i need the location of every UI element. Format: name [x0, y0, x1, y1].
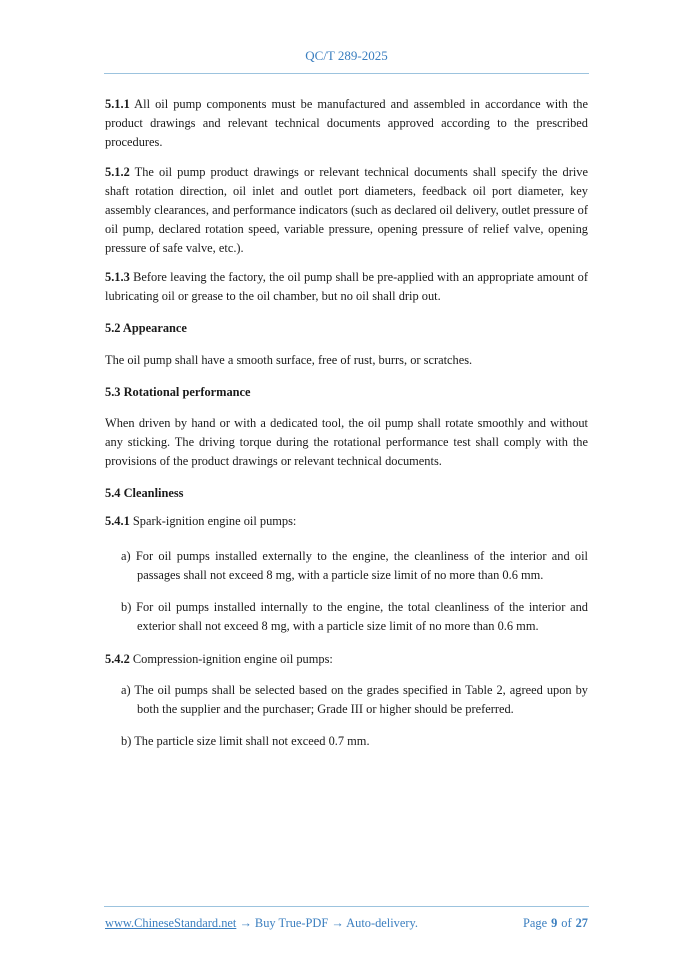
footer-promo: → Buy True-PDF → Auto-delivery. — [236, 916, 418, 930]
clause-number: 5.1.1 — [105, 97, 130, 111]
clause-5-4-2 — [105, 650, 588, 669]
list-item: a) The oil pumps shall be selected based on the grades specified in Table 2, agreed upon by both the supplier and the purchaser; Grade III or higher should be preferred. — [121, 683, 588, 716]
list-item: b) The particle size limit shall not exceed 0.7 mm. — [121, 734, 370, 748]
paragraph-appearance: The oil pump shall have a smooth surface, free of rust, burrs, or scratches. — [105, 353, 473, 367]
clause-5-1-3 — [105, 268, 588, 306]
list-item: a) For oil pumps installed externally to the engine, the cleanliness of the interior and oil passages shall not exceed 8 mg, with a particle size limit of no more than 0.6 mm. — [121, 549, 588, 582]
clause-number: 5.1.3 — [105, 270, 130, 284]
clause-number: 5.4.2 — [105, 652, 130, 666]
clause-text: Compression-ignition engine oil pumps: — [132, 652, 333, 666]
clause-number: 5.1.2 — [105, 165, 130, 179]
list-item: b) For oil pumps installed internally to the engine, the total cleanliness of the interior and exterior shall not exceed 8 mg, with a particle size limit of no more than 0.6 mm. — [121, 600, 588, 633]
header-title: QC/T 289-2025 — [305, 48, 388, 63]
footer-divider — [104, 906, 589, 907]
page-number — [523, 916, 588, 931]
section-heading-5-2 — [105, 319, 588, 338]
clause-5-1-1 — [105, 95, 588, 152]
clause-text: Spark-ignition engine oil pumps: — [132, 514, 297, 528]
paragraph-rotational: When driven by hand or with a dedicated tool, the oil pump shall rotate smoothly and without any sticking. The driving torque during the rotational performance test shall comply with the provisions of the product drawings or relevant technical documents. — [105, 416, 588, 468]
clause-text: The oil pump product drawings or relevant technical documents shall specify the drive shaft rotation direction, oil inlet and outlet port diameters, feedback oil port diameter, key assembly clearances, and performance indicators (such as declared oil delivery, outlet pressure of oil pump, declared rotation speed, variable pressure, opening pressure of relief valve, opening pressure of safe valve, etc.). — [105, 165, 588, 255]
clause-text: All oil pump components must be manufactured and assembled in accordance with the product drawings and relevant technical documents approved according to the prescribed procedures. — [105, 97, 588, 149]
footer — [105, 916, 588, 931]
heading-text: 5.3 Rotational performance — [105, 385, 251, 399]
clause-number: 5.4.1 — [105, 514, 130, 528]
clause-5-1-2 — [105, 163, 588, 258]
clause-text: Before leaving the factory, the oil pump shall be pre-applied with an appropriate amount of lubricating oil or grease to the oil chamber, but no oil shall drip out. — [105, 270, 588, 303]
of-label: of — [561, 916, 572, 930]
heading-text: 5.2 Appearance — [105, 321, 187, 335]
clause-5-4-1 — [105, 512, 588, 531]
heading-text: 5.4 Cleanliness — [105, 486, 184, 500]
total-pages: 27 — [575, 916, 588, 930]
section-heading-5-4 — [105, 484, 588, 503]
website-link[interactable]: www.ChineseStandard.net — [105, 916, 237, 930]
header-divider — [104, 73, 589, 74]
section-heading-5-3 — [105, 383, 588, 402]
current-page: 9 — [551, 916, 558, 930]
page-label: Page — [522, 916, 548, 930]
